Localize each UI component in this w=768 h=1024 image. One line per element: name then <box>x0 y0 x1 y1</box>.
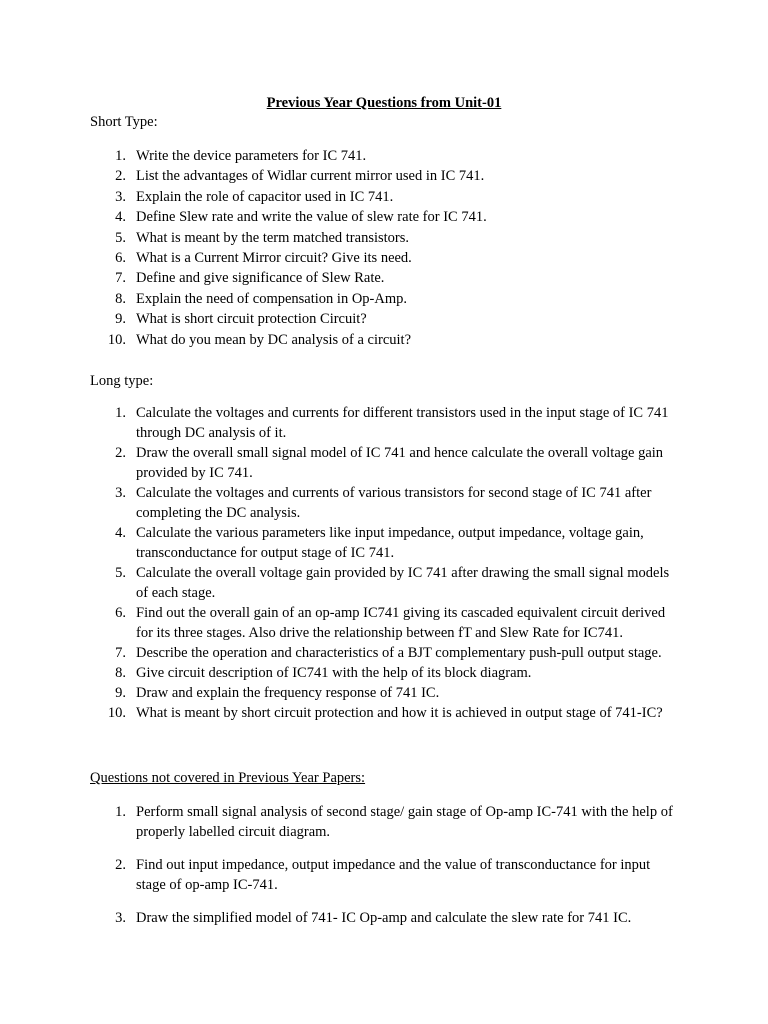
question-text: Draw and explain the frequency response of 741 IC. <box>136 685 440 701</box>
question-text: Calculate the voltages and currents for different transistors used in the input stage of IC 741 through DC analysis of it. <box>136 405 669 441</box>
question-item <box>90 289 680 309</box>
not-covered-list <box>90 802 680 941</box>
question-number: 1. <box>115 148 126 164</box>
question-item <box>90 166 680 186</box>
question-item <box>90 309 680 329</box>
question-number: 10. <box>107 705 126 721</box>
question-text: What is meant by the term matched transistors. <box>136 229 410 246</box>
question-item <box>90 187 680 207</box>
question-item <box>90 228 680 248</box>
short-type-heading: Short Type: <box>90 114 158 130</box>
long-type-heading: Long type: <box>90 373 154 389</box>
question-number: 8. <box>115 290 126 307</box>
question-item <box>90 146 680 166</box>
page-title: Previous Year Questions from Unit-01 <box>266 95 502 111</box>
question-item <box>90 483 680 523</box>
question-number: 4. <box>115 209 126 226</box>
question-number: 5. <box>115 565 126 581</box>
question-text: Calculate the overall voltage gain provided by IC 741 after drawing the small signal models of each stage. <box>136 565 670 601</box>
question-text: Find out the overall gain of an op-amp IC741 giving its cascaded equivalent circuit derived for its three stages. Also drive the relationship between fT and Slew Rate for IC741. <box>136 605 666 641</box>
question-text: List the advantages of Widlar current mirror used in IC 741. <box>136 168 485 185</box>
question-item <box>90 207 680 227</box>
question-number: 3. <box>115 188 126 205</box>
question-item <box>90 268 680 288</box>
question-number: 6. <box>115 249 126 266</box>
question-item <box>90 443 680 483</box>
question-number: 9. <box>115 685 126 701</box>
question-number: 7. <box>115 645 126 661</box>
question-text: Describe the operation and characteristics of a BJT complementary push-pull output stage. <box>136 645 662 661</box>
question-number: 6. <box>115 605 126 621</box>
question-item <box>90 603 680 643</box>
question-item <box>90 523 680 563</box>
question-number: 5. <box>115 229 126 246</box>
question-text: Explain the role of capacitor used in IC 741. <box>136 188 394 205</box>
question-item <box>90 683 680 703</box>
question-text: Calculate the various parameters like input impedance, output impedance, voltage gain, transconductance for output stage of IC 741. <box>136 525 644 561</box>
short-type-list <box>90 146 680 350</box>
question-text: Draw the overall small signal model of IC 741 and hence calculate the overall voltage gain provided by IC 741. <box>136 445 664 481</box>
question-number: 10. <box>107 331 126 348</box>
question-item <box>90 703 680 723</box>
question-text: What is short circuit protection Circuit? <box>136 311 367 328</box>
question-number: 4. <box>115 525 126 541</box>
question-number: 2. <box>115 857 126 873</box>
question-text: Write the device parameters for IC 741. <box>136 148 367 164</box>
question-text: What do you mean by DC analysis of a circuit? <box>136 331 412 348</box>
question-number: 8. <box>115 665 126 681</box>
question-item <box>90 643 680 663</box>
question-text: Define and give significance of Slew Rate. <box>136 270 385 287</box>
question-item <box>90 563 680 603</box>
question-text: Find out input impedance, output impedance and the value of transconductance for input stage of op-amp IC-741. <box>136 857 651 893</box>
question-text: Define Slew rate and write the value of slew rate for IC 741. <box>136 209 487 226</box>
question-text: Draw the simplified model of 741- IC Op-amp and calculate the slew rate for 741 IC. <box>136 910 632 926</box>
question-item <box>90 663 680 683</box>
question-item <box>90 802 680 842</box>
question-text: Give circuit description of IC741 with the help of its block diagram. <box>136 665 532 681</box>
question-number: 7. <box>115 270 126 287</box>
question-text: Explain the need of compensation in Op-Amp. <box>136 290 408 307</box>
question-item <box>90 403 680 443</box>
question-text: Perform small signal analysis of second stage/ gain stage of Op-amp IC-741 with the help of properly labelled circuit diagram. <box>136 804 673 840</box>
question-item <box>90 908 680 928</box>
not-covered-heading: Questions not covered in Previous Year Papers: <box>90 770 366 786</box>
question-item <box>90 248 680 268</box>
question-number: 2. <box>115 168 126 185</box>
question-item <box>90 855 680 895</box>
question-number: 2. <box>115 445 126 461</box>
question-item <box>90 330 680 350</box>
question-number: 3. <box>115 910 126 926</box>
question-number: 9. <box>115 311 126 328</box>
question-text: Calculate the voltages and currents of various transistors for second stage of IC 741 after completing the DC analysis. <box>136 485 652 521</box>
question-text: What is a Current Mirror circuit? Give its need. <box>136 249 412 266</box>
question-number: 3. <box>115 485 126 501</box>
question-number: 1. <box>115 804 126 820</box>
question-text: What is meant by short circuit protection and how it is achieved in output stage of 741-IC? <box>136 705 663 721</box>
question-number: 1. <box>115 405 126 421</box>
long-type-list <box>90 403 680 723</box>
